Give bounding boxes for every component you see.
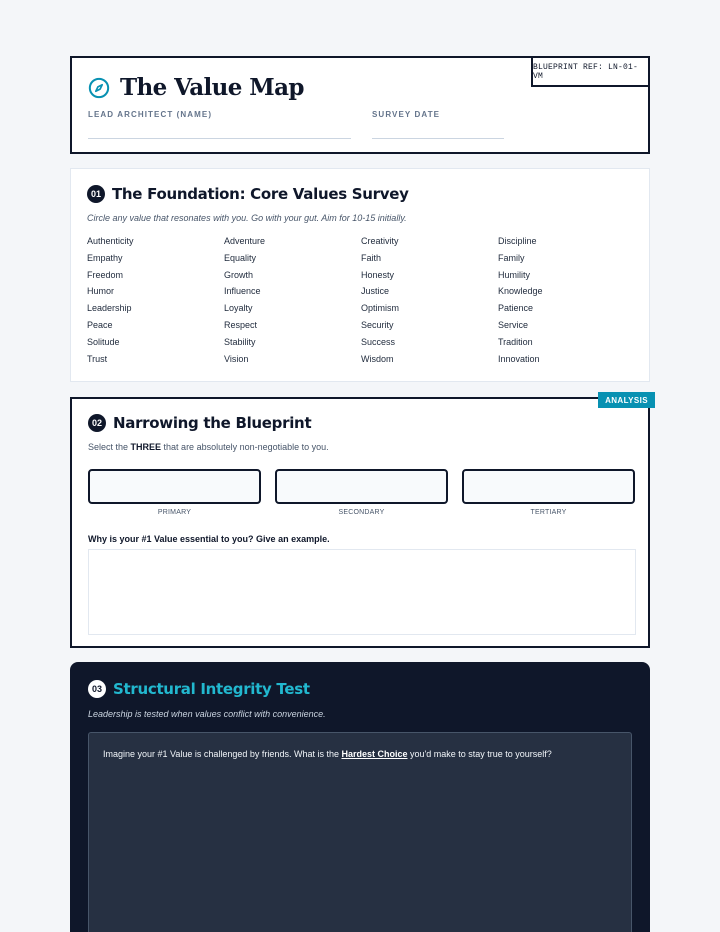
instructions-pre: Select the [88, 442, 131, 452]
integrity-test-section [70, 662, 650, 932]
value-option[interactable]: Security [361, 319, 394, 330]
title-row [88, 74, 304, 101]
analysis-badge: ANALYSIS [598, 392, 655, 408]
section-1-heading [87, 185, 409, 203]
section-2-number: 02 [88, 414, 106, 432]
architect-name-field[interactable] [88, 138, 351, 139]
value-option[interactable]: Stability [224, 336, 256, 347]
section-1-title: The Foundation: Core Values Survey [112, 185, 409, 203]
instructions-post: that are absolutely non-negotiable to you. [161, 442, 329, 452]
secondary-value-slot[interactable] [275, 469, 448, 504]
section-3-number: 03 [88, 680, 106, 698]
essential-answer-box[interactable] [88, 549, 636, 635]
architect-label: LEAD ARCHITECT (NAME) [88, 110, 213, 119]
essential-question: Why is your #1 Value essential to you? Give an example. [88, 534, 330, 544]
tertiary-label: TERTIARY [530, 509, 567, 516]
value-option[interactable]: Solitude [87, 336, 120, 347]
value-option[interactable]: Justice [361, 286, 390, 297]
value-option[interactable]: Family [498, 252, 525, 263]
value-option[interactable]: Service [498, 319, 529, 330]
value-option[interactable]: Innovation [498, 353, 540, 364]
value-option[interactable]: Patience [498, 303, 534, 314]
value-option[interactable]: Humility [498, 269, 531, 280]
value-option[interactable]: Authenticity [87, 236, 134, 246]
value-option[interactable]: Humor [87, 286, 115, 297]
worksheet-header [70, 56, 650, 154]
instructions-emphasis: THREE [130, 442, 162, 452]
value-option[interactable]: Faith [361, 252, 382, 263]
value-option[interactable]: Discipline [498, 236, 537, 246]
value-option[interactable]: Empathy [87, 252, 123, 263]
value-option[interactable]: Wisdom [361, 353, 394, 364]
value-option[interactable]: Honesty [361, 269, 395, 280]
tertiary-value-slot[interactable] [462, 469, 635, 504]
prompt-pre: Imagine your #1 Value is challenged by friends. What is the [103, 749, 342, 759]
section-3-heading [88, 680, 310, 698]
prompt-post: you'd make to stay true to yourself? [407, 749, 552, 759]
secondary-label: SECONDARY [338, 509, 385, 516]
value-option[interactable]: Equality [224, 252, 257, 263]
survey-date-field[interactable] [372, 138, 504, 139]
value-option[interactable]: Trust [87, 353, 108, 364]
value-option[interactable]: Knowledge [498, 286, 543, 297]
section-2-heading [88, 414, 311, 432]
value-option[interactable]: Optimism [361, 303, 399, 314]
value-option[interactable]: Peace [87, 319, 113, 330]
page-title: The Value Map [120, 74, 304, 101]
core-values-section [70, 168, 650, 382]
section-1-instructions: Circle any value that resonates with you. Go with your gut. Aim for 10-15 initially. [87, 213, 407, 223]
value-option[interactable]: Adventure [224, 236, 266, 246]
values-grid [87, 236, 635, 370]
date-label: SURVEY DATE [372, 110, 441, 119]
value-option[interactable]: Freedom [87, 269, 124, 280]
section-1-number: 01 [87, 185, 105, 203]
hardest-choice-prompt [103, 749, 552, 759]
prompt-emphasis: Hardest Choice [341, 749, 408, 759]
value-option[interactable]: Tradition [498, 336, 533, 347]
compass-icon [88, 77, 110, 99]
blueprint-ref: BLUEPRINT REF: LN-01-VM [531, 56, 650, 87]
section-2-title: Narrowing the Blueprint [113, 414, 312, 432]
value-option[interactable]: Respect [224, 319, 258, 330]
value-option[interactable]: Loyalty [224, 303, 253, 314]
section-2-instructions [88, 442, 329, 452]
primary-value-slot[interactable] [88, 469, 261, 504]
value-option[interactable]: Growth [224, 269, 254, 280]
value-option[interactable]: Vision [224, 353, 249, 364]
hardest-choice-answer-box[interactable] [88, 732, 632, 932]
value-option[interactable]: Creativity [361, 236, 399, 246]
primary-label: PRIMARY [157, 509, 192, 516]
section-3-title: Structural Integrity Test [113, 680, 310, 698]
narrowing-section [70, 397, 650, 648]
value-option[interactable]: Success [361, 336, 396, 347]
section-3-subtitle: Leadership is tested when values conflict with convenience. [88, 709, 326, 719]
value-option[interactable]: Influence [224, 286, 261, 297]
value-option[interactable]: Leadership [87, 303, 132, 314]
